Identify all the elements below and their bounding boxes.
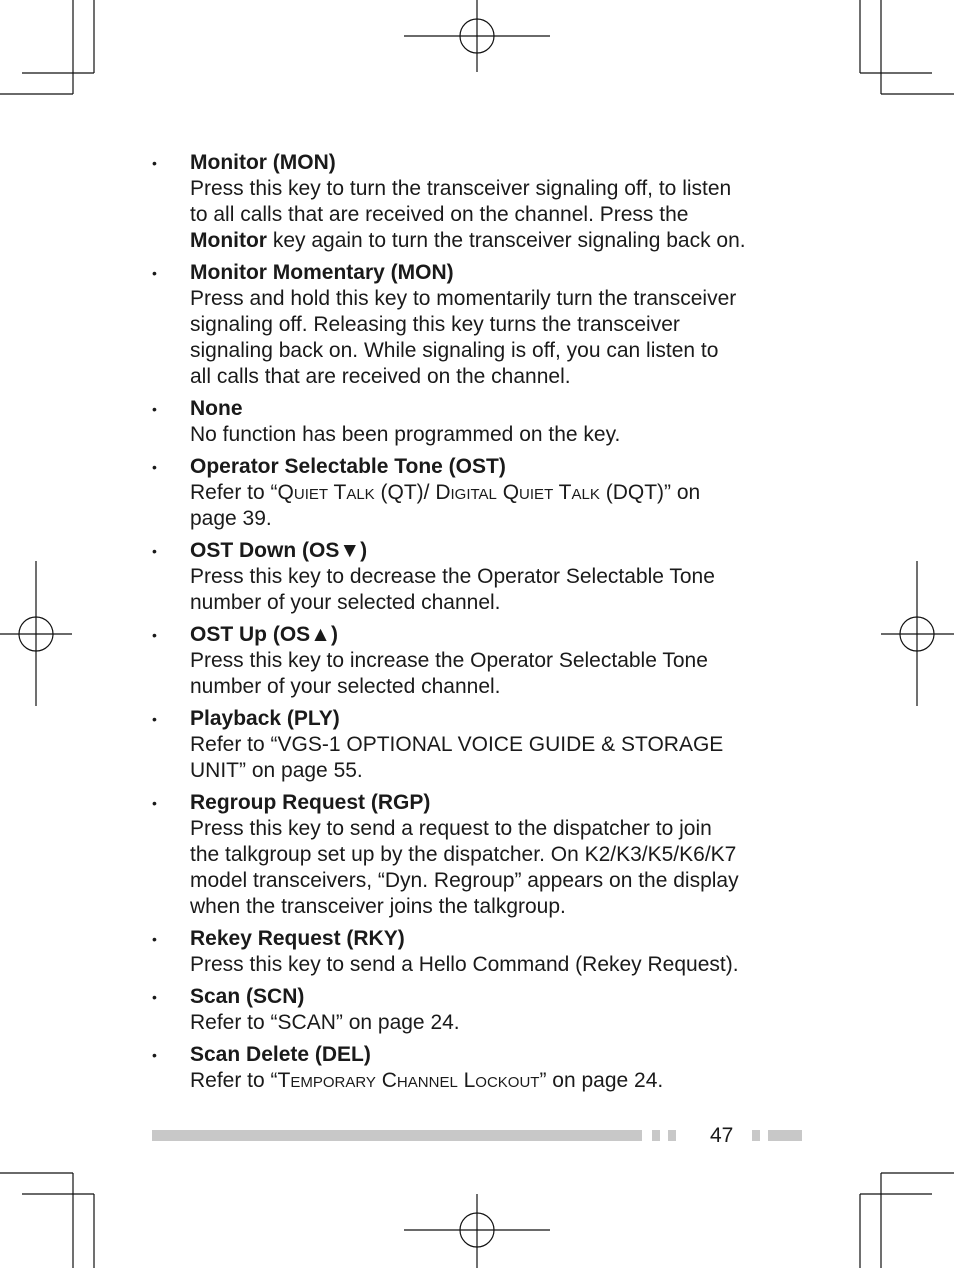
bullet: • [152,459,157,475]
entry-description: Refer to “VGS-1 OPTIONAL VOICE GUIDE & STORAGE UNIT” on page 55. [190,733,724,782]
list-item [152,706,812,784]
bullet: • [152,711,157,727]
entry-description: Refer to “Quiet Talk (QT)/ Digital Quiet Talk (DQT)” on page 39. [190,481,701,530]
entry-title: Scan Delete (DEL) [190,1043,371,1066]
entry-title: Regroup Request (RGP) [190,791,431,814]
list-item [152,622,812,700]
entry-title: None [190,397,243,420]
bullet: • [152,1047,157,1063]
footer-bar-segment [668,1130,676,1141]
list-item [152,1042,812,1094]
list-item [152,150,812,254]
entry-title: Monitor (MON) [190,151,336,174]
list-item [152,454,812,532]
entry-description: Refer to “SCAN” on page 24. [190,1011,460,1034]
function-key-list [152,150,812,1100]
entry-description: Press this key to decrease the Operator Selectable Tone number of your selected channel. [190,565,715,614]
bullet: • [152,155,157,171]
bullet: • [152,627,157,643]
bullet: • [152,265,157,281]
list-item [152,790,812,920]
page-number: 47 [710,1124,734,1147]
entry-title: Operator Selectable Tone (OST) [190,455,506,478]
bullet: • [152,401,157,417]
list-item [152,396,812,448]
list-item [152,260,812,390]
entry-title: Monitor Momentary (MON) [190,261,454,284]
bullet: • [152,795,157,811]
bullet: • [152,931,157,947]
entry-description: Press this key to send a request to the dispatcher to join the talkgroup set up by the dispatcher. On K2/K3/K5/K6/K7 model transceivers, “Dyn. Regroup” appears on the display when the transceiver joins the talkgroup. [190,817,739,918]
entry-description: Press this key to turn the transceiver signaling off, to listen to all calls that are received on the channel. Press the Monitor key again to turn the transceiver signaling back on. [190,177,746,252]
list-item [152,984,812,1036]
bullet: • [152,543,157,559]
footer-bar-segment [652,1130,660,1141]
list-item [152,538,812,616]
entry-description: Press this key to send a Hello Command (Rekey Request). [190,953,739,976]
footer-bar-segment [752,1130,760,1141]
entry-description: Press and hold this key to momentarily turn the transceiver signaling off. Releasing this key turns the transceiver signaling back on. While signaling is off, you can listen to all calls that are received on the channel. [190,287,737,388]
list-item [152,926,812,978]
entry-description: Refer to “Temporary Channel Lockout” on page 24. [190,1069,664,1092]
entry-title: OST Down (OS▼) [190,539,368,562]
entry-title: Playback (PLY) [190,707,340,730]
entry-title: OST Up (OS▲) [190,623,338,646]
entry-description: No function has been programmed on the key. [190,423,621,446]
entry-title: Scan (SCN) [190,985,305,1008]
page-footer [152,1124,802,1148]
footer-bar [768,1130,802,1141]
entry-title: Rekey Request (RKY) [190,927,405,950]
bullet: • [152,989,157,1005]
footer-bar [152,1130,642,1141]
entry-description: Press this key to increase the Operator Selectable Tone number of your selected channel. [190,649,708,698]
